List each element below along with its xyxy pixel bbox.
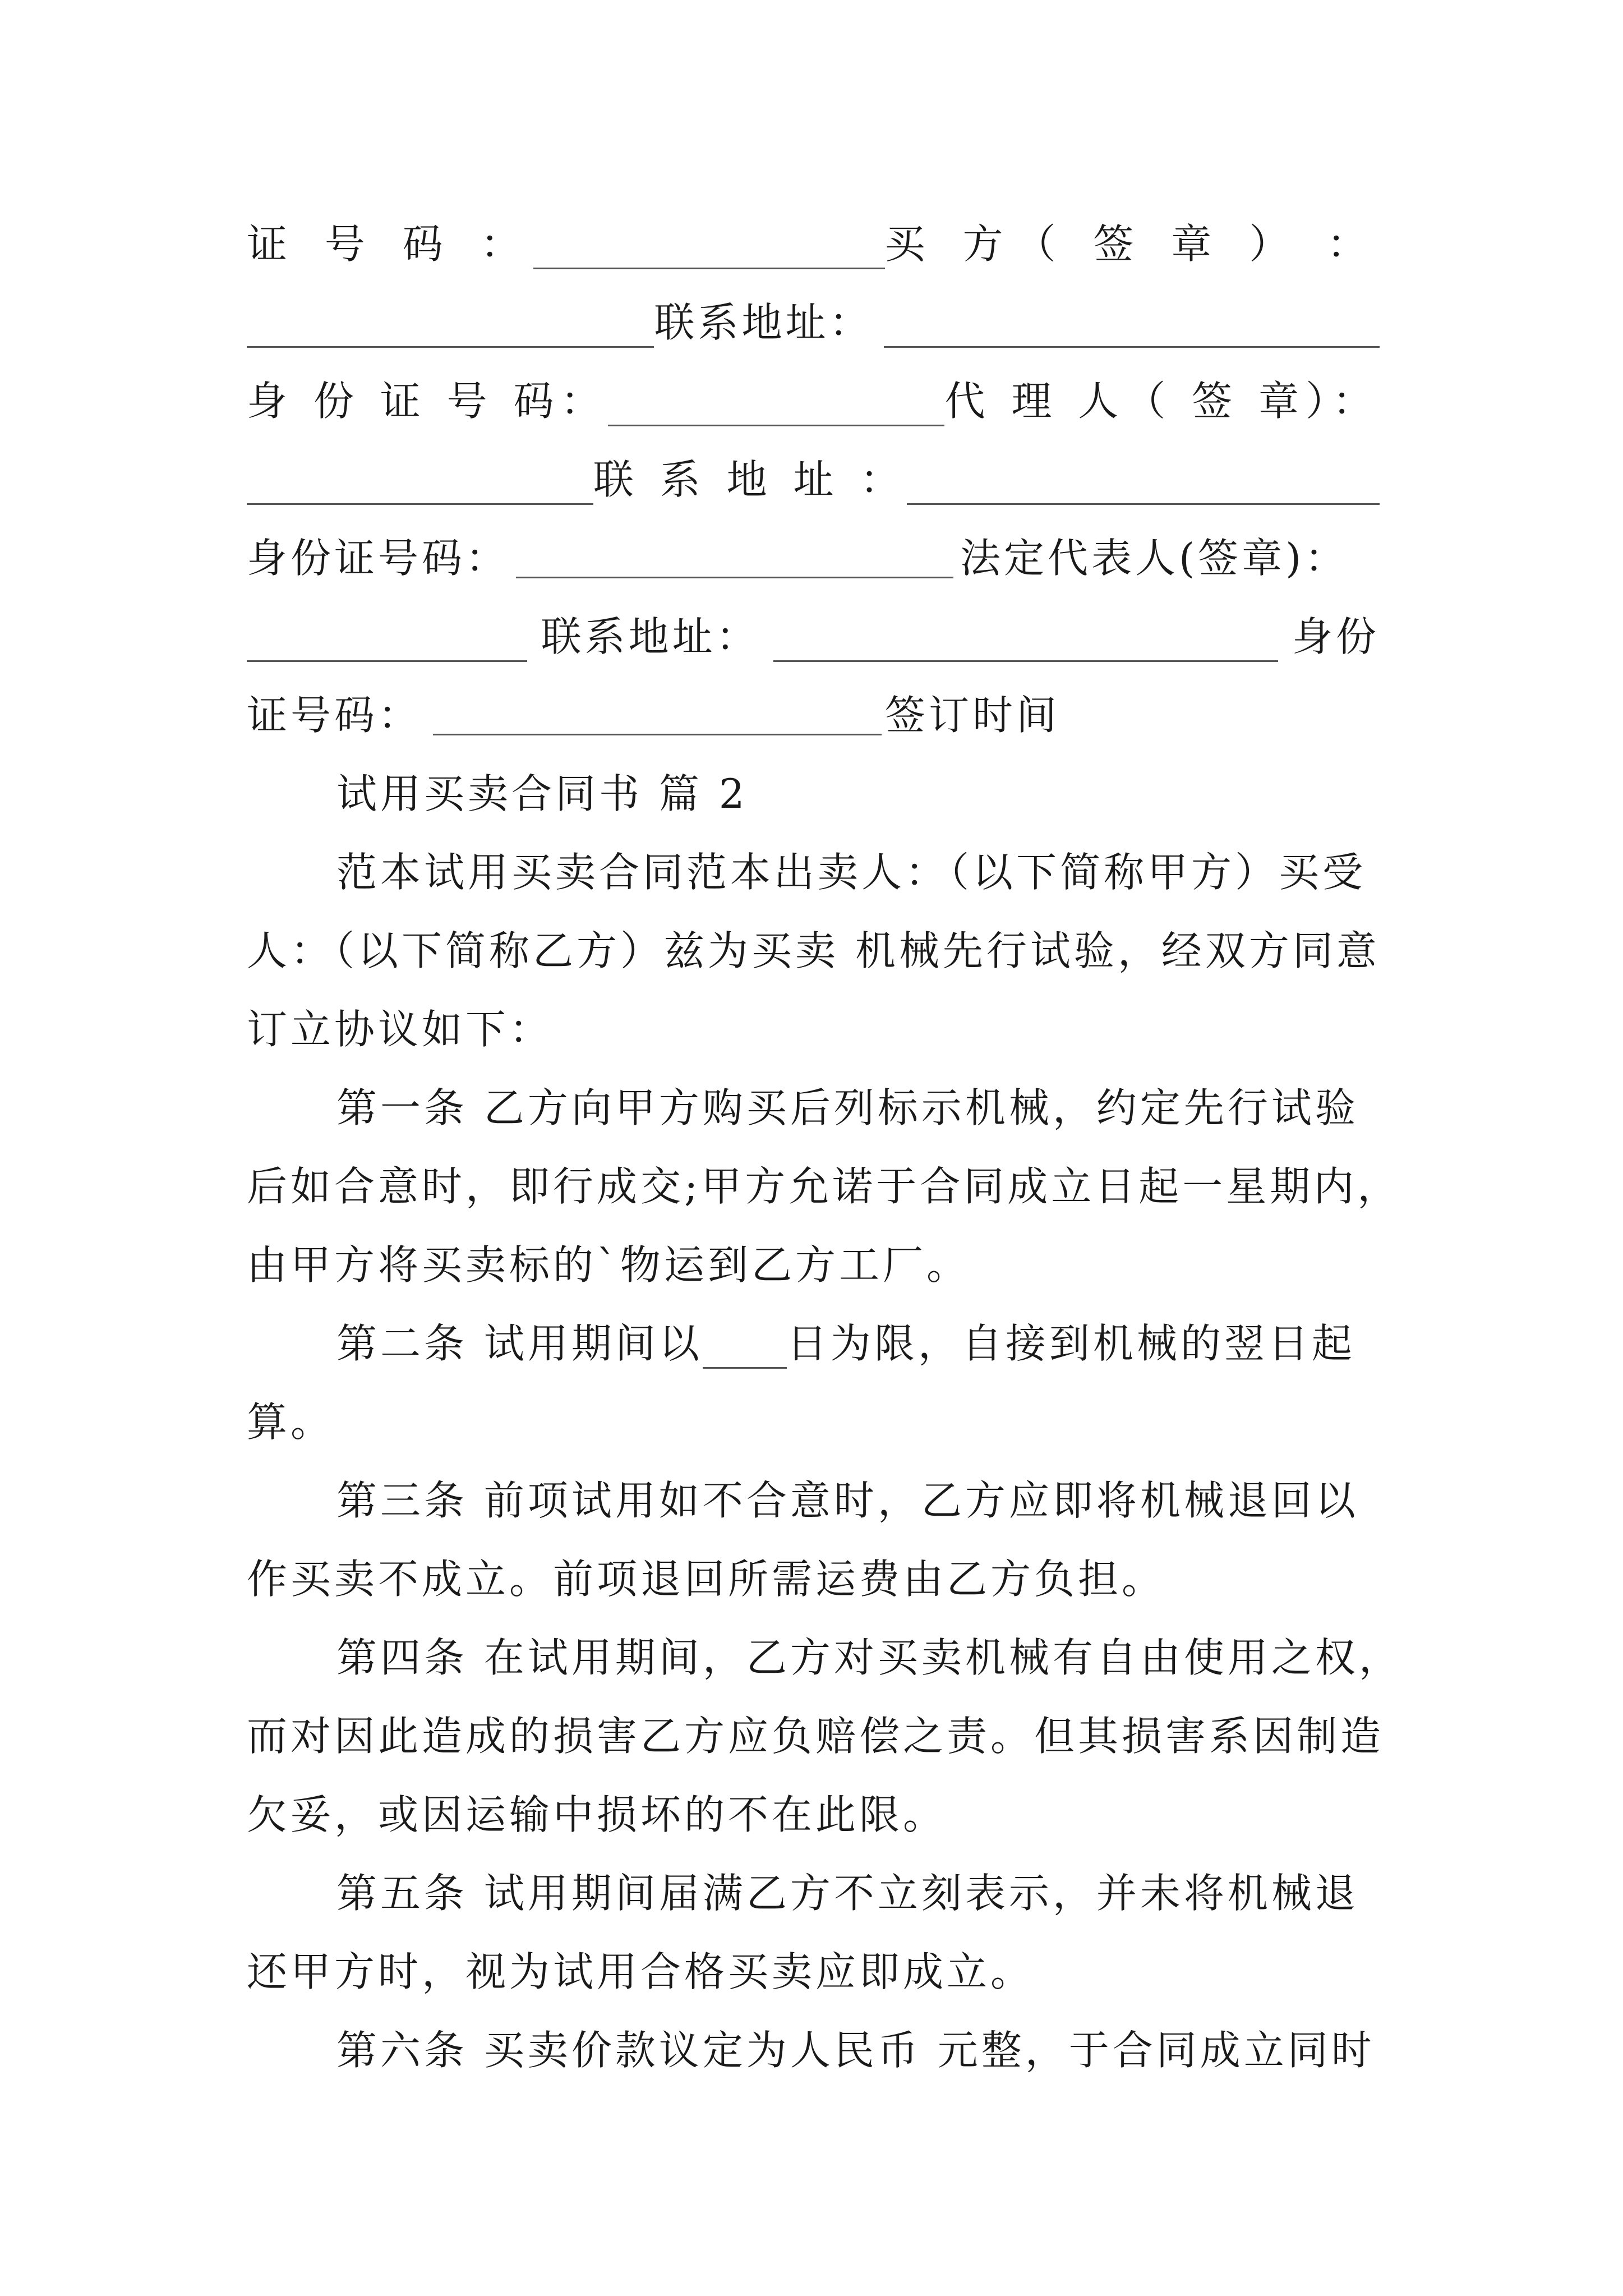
id-number-blank xyxy=(433,696,882,735)
id-label-start: 身份 xyxy=(1292,613,1380,660)
intro-line-3: 订立协议如下： xyxy=(247,1006,554,1053)
article-3-line-2: 作买卖不成立。前项退回所需运费由乙方负担。 xyxy=(247,1556,1166,1603)
paragraph-line xyxy=(247,1147,1401,1226)
paragraph-line xyxy=(247,1304,1380,1383)
section-title-text: 试用买卖合同书 篇 2 xyxy=(336,770,748,817)
contact-address-label: 联系地址： xyxy=(654,299,873,346)
article-4-line-2: 而对因此造成的损害乙方应负赔偿之责。但其损害系因制造 xyxy=(247,1713,1385,1760)
paragraph-line xyxy=(247,1854,1380,1932)
id-number-label: 证 号 码 ： xyxy=(247,220,533,268)
article-2-line-2: 算。 xyxy=(247,1398,335,1446)
intro-line-2: 人：（以下简称乙方）兹为买卖 机械先行试验，经双方同意 xyxy=(247,927,1380,974)
signature-line-7 xyxy=(247,676,1380,754)
agent-signature-blank xyxy=(247,465,593,505)
paragraph-line xyxy=(247,1383,1380,1461)
agent-signature-label: 代 理 人（ 签 章）： xyxy=(944,378,1380,425)
paragraph-line xyxy=(247,1618,1403,1697)
id-number-label: 身 份 证 号 码： xyxy=(247,378,608,425)
id-number-label: 身份证号码： xyxy=(247,535,510,582)
article-3-line-1: 第三条 前项试用如不合意时，乙方应即将机械退回以 xyxy=(336,1477,1359,1524)
article-5-line-1: 第五条 试用期间届满乙方不立刻表示，并未将机械退 xyxy=(336,1870,1359,1917)
article-4-line-1: 第四条 在试用期间，乙方对买卖机械有自由使用之权， xyxy=(336,1634,1403,1681)
signature-line-6 xyxy=(247,597,1380,676)
id-number-blank xyxy=(608,386,945,426)
legal-representative-signature-label: 法定代表人(签章)： xyxy=(960,535,1349,582)
signing-time-label: 签订时间 xyxy=(885,692,1061,739)
signature-line-5 xyxy=(247,519,1380,597)
signature-line-4 xyxy=(247,440,1380,519)
intro-line-1: 范本试用买卖合同范本出卖人：（以下简称甲方）买受 xyxy=(336,849,1367,896)
paragraph-line xyxy=(247,990,1380,1069)
id-number-blank xyxy=(516,539,953,578)
id-number-blank xyxy=(533,229,885,269)
paragraph-line xyxy=(247,1775,1380,1854)
contact-address-blank xyxy=(773,622,1278,662)
signature-line-3 xyxy=(247,362,1380,440)
paragraph-line xyxy=(247,912,1380,990)
buyer-signature-label: 买 方（ 签 章 ） ： xyxy=(884,220,1380,268)
legal-representative-blank xyxy=(247,622,527,662)
contact-address-blank xyxy=(884,308,1380,348)
article-5-line-2: 还甲方时，视为试用合格买卖应即成立。 xyxy=(247,1948,1035,1995)
buyer-signature-blank xyxy=(247,308,654,348)
article-1-line-3: 由甲方将买卖标的`物运到乙方工厂。 xyxy=(247,1241,971,1289)
paragraph-line xyxy=(247,2011,1380,2090)
paragraph-line xyxy=(247,833,1380,912)
paragraph-line xyxy=(247,1932,1380,2011)
paragraph-line xyxy=(247,1069,1380,1147)
article-1-line-1: 第一条 乙方向甲方购买后列标示机械，约定先行试验 xyxy=(336,1084,1359,1131)
contact-address-blank xyxy=(907,465,1380,505)
trial-days-blank xyxy=(703,1329,787,1369)
paragraph-line xyxy=(247,1226,1380,1304)
article-4-line-3: 欠妥，或因运输中损坏的不在此限。 xyxy=(247,1791,947,1838)
paragraph-line xyxy=(247,1461,1380,1540)
signature-line-2 xyxy=(247,283,1380,362)
contact-address-label: 联 系 地 址 ： xyxy=(593,456,907,503)
article-2-line-1-end: 日为限，自接到机械的翌日起 xyxy=(786,1320,1355,1367)
article-2-line-1-start: 第二条 试用期间以 xyxy=(336,1320,703,1367)
signature-line-1 xyxy=(247,205,1380,283)
section-title xyxy=(247,754,1380,833)
paragraph-line xyxy=(247,1697,1385,1775)
contact-address-label: 联系地址： xyxy=(541,613,760,660)
id-number-label-end: 证号码： xyxy=(247,692,422,739)
article-6-line-1: 第六条 买卖价款议定为人民币 元整，于合同成立同时 xyxy=(336,2027,1375,2074)
paragraph-line xyxy=(247,1540,1380,1618)
article-1-line-2: 后如合意时，即行成交;甲方允诺于合同成立日起一星期内， xyxy=(247,1163,1401,1210)
